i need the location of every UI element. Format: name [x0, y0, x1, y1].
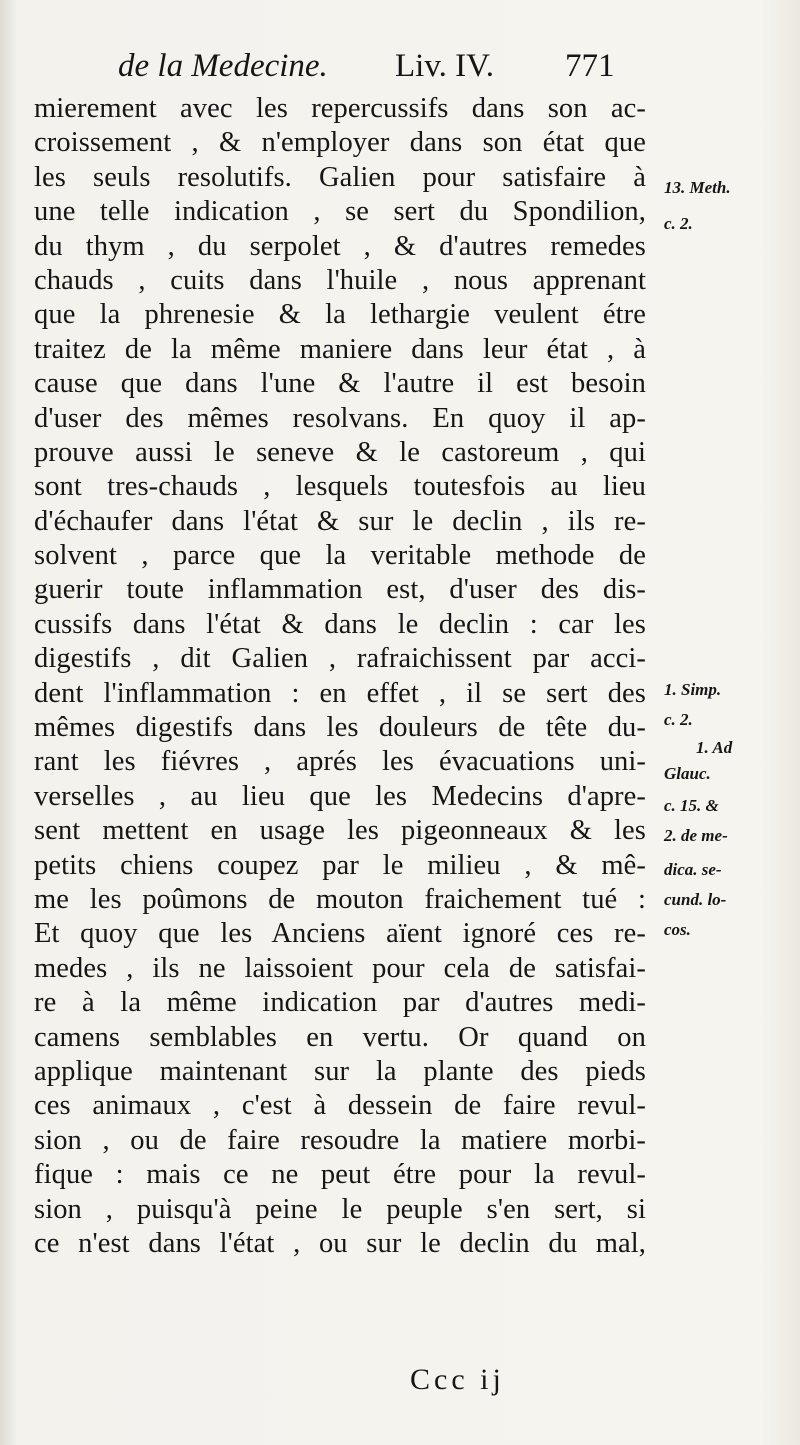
- text-line: me les poûmons de mouton fraichement tué :: [34, 883, 646, 915]
- running-header: [110, 44, 650, 94]
- text-line: solvent , parce que la veritable methode de: [34, 540, 646, 572]
- book-section: Liv. IV.: [395, 48, 494, 84]
- text-line: cussifs dans l'état & dans le declin : car les: [34, 608, 646, 640]
- text-line: sion , ou de faire resoudre la matiere morbi-: [34, 1124, 646, 1156]
- text-line: chauds , cuits dans l'huile , nous apprenant: [34, 264, 646, 296]
- text-line: que la phrenesie & la lethargie veulent étre: [34, 299, 646, 331]
- margin-note: 1. Simp.: [664, 680, 722, 699]
- text-line: prouve aussi le seneve & le castoreum , qui: [34, 436, 646, 468]
- text-line: sont tres-chauds , lesquels toutesfois au lieu: [34, 471, 646, 503]
- text-line: sion , puisqu'à peine le peuple s'en sert, si: [34, 1193, 646, 1225]
- main-text-block: [34, 92, 646, 1261]
- text-line: cause que dans l'une & l'autre il est besoin: [34, 368, 646, 400]
- text-line: rant les fiévres , aprés les évacuations uni-: [34, 746, 646, 778]
- text-line: verselles , au lieu que les Medecins d'apre-: [34, 780, 646, 812]
- text-line: applique maintenant sur la plante des pieds: [34, 1055, 646, 1087]
- margin-note: c. 2.: [664, 214, 693, 233]
- text-line: digestifs , dit Galien , rafraichissent par acci-: [34, 643, 646, 675]
- text-line: mêmes digestifs dans les douleurs de tête du-: [34, 712, 646, 744]
- margin-note: c. 2.: [664, 710, 693, 729]
- page-number: 771: [565, 48, 615, 84]
- margin-note: Glauc.: [664, 764, 711, 783]
- text-line: ce n'est dans l'état , ou sur le declin du mal,: [34, 1227, 646, 1259]
- margin-note: cos.: [664, 920, 691, 939]
- signature-mark: Ccc ij: [410, 1363, 505, 1396]
- text-line: d'user des mêmes resolvans. En quoy il ap-: [34, 402, 646, 434]
- text-line: guerir toute inflammation est, d'user des dis-: [34, 574, 646, 606]
- text-line: traitez de la même maniere dans leur état , à: [34, 333, 646, 365]
- text-line: petits chiens coupez par le milieu , & mê-: [34, 849, 646, 881]
- running-title: de la Medecine.: [118, 48, 328, 84]
- margin-note: 13. Meth.: [664, 178, 731, 197]
- margin-note: dica. se-: [664, 860, 722, 879]
- text-line: ces animaux , c'est à dessein de faire revul-: [34, 1090, 646, 1122]
- text-line: du thym , du serpolet , & d'autres remedes: [34, 230, 646, 262]
- text-line: les seuls resolutifs. Galien pour satisfaire à: [34, 161, 646, 193]
- text-line: sent mettent en usage les pigeonneaux & les: [34, 815, 646, 847]
- text-line: fique : mais ce ne peut étre pour la revul-: [34, 1159, 646, 1191]
- text-line: re à la même indication par d'autres medi-: [34, 987, 646, 1019]
- margin-note: cund. lo-: [664, 890, 727, 909]
- margin-note: c. 15. &: [664, 796, 719, 815]
- margin-note: 2. de me-: [664, 826, 728, 845]
- text-line: une telle indication , se sert du Spondilion,: [34, 196, 646, 228]
- text-line: croissement , & n'employer dans son état que: [34, 127, 646, 159]
- text-line: medes , ils ne laissoient pour cela de satisfai-: [34, 952, 646, 984]
- text-line: Et quoy que les Anciens aïent ignoré ces re-: [34, 918, 646, 950]
- margin-note: 1. Ad: [696, 738, 733, 757]
- text-line: camens semblables en vertu. Or quand on: [34, 1021, 646, 1053]
- text-line: dent l'inflammation : en effet , il se sert des: [34, 677, 646, 709]
- text-line: d'échaufer dans l'état & sur le declin , ils re-: [34, 505, 646, 537]
- text-line: mierement avec les repercussifs dans son ac-: [34, 93, 646, 124]
